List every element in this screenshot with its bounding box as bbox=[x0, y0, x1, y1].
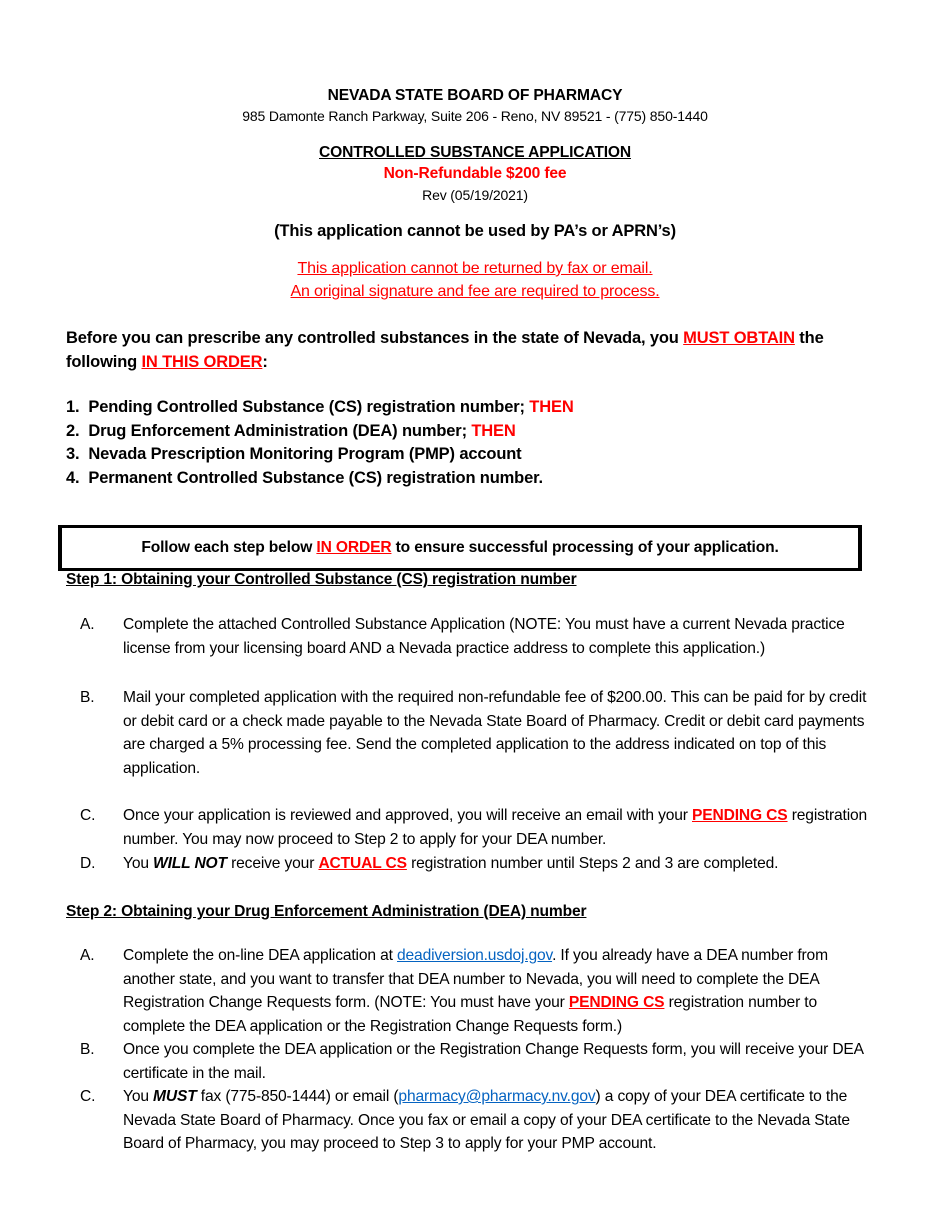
step1-item-c: C. Once your application is reviewed and approved, you will receive an email with your PENDING CS registration number. You may now proceed to Step 2 to apply for your DEA number. bbox=[80, 807, 868, 848]
org-name: NEVADA STATE BOARD OF PHARMACY bbox=[327, 87, 623, 104]
step1-item-d: D. You WILL NOT receive your ACTUAL CS registration number until Steps 2 and 3 are completed. bbox=[80, 855, 779, 872]
pharmacy-email-link[interactable]: pharmacy@pharmacy.nv.gov bbox=[398, 1088, 596, 1105]
step1-heading: Step 1: Obtaining your Controlled Substance (CS) registration number bbox=[66, 571, 577, 588]
fee-notice: Non-Refundable $200 fee bbox=[383, 165, 567, 182]
step1-item-b: B. Mail your completed application with the required non-refundable fee of $200.00. This can be paid for by credit or debit card or a check made payable to the Nevada State Board of Pharmacy. Credit or debit card payments are charged a 5% processing fee. Send the completed application to the address indicated on top of this application. bbox=[80, 689, 867, 777]
warning-line-1: This application cannot be returned by fax or email. bbox=[297, 260, 653, 277]
order-item: 1. Pending Controlled Substance (CS) registration number; THEN bbox=[66, 398, 574, 416]
order-list bbox=[66, 396, 866, 490]
step2-heading: Step 2: Obtaining your Drug Enforcement Administration (DEA) number bbox=[66, 903, 587, 920]
org-address: 985 Damonte Ranch Parkway, Suite 206 - Reno, NV 89521 - (775) 850-1440 bbox=[242, 108, 708, 124]
revision-date: Rev (05/19/2021) bbox=[422, 187, 528, 203]
form-title: CONTROLLED SUBSTANCE APPLICATION bbox=[319, 144, 631, 161]
order-item: 3. Nevada Prescription Monitoring Program (PMP) account bbox=[66, 445, 522, 463]
notice-box: Follow each step below IN ORDER to ensure successful processing of your application. bbox=[58, 525, 862, 571]
order-item: 4. Permanent Controlled Substance (CS) registration number. bbox=[66, 468, 543, 487]
order-item: 2. Drug Enforcement Administration (DEA) number; THEN bbox=[66, 421, 516, 440]
step2-item-a: A. Complete the on-line DEA application at deadiversion.usdoj.gov. If you already have a DEA number from another state, and you want to transfer that DEA number to Nevada, you will need to complete the DEA Registration Change Requests form. (NOTE: You must have your PENDING CS registration number to complete the DEA application or the Registration Change Requests form.) bbox=[80, 947, 828, 1035]
intro-paragraph: Before you can prescribe any controlled substances in the state of Nevada, you MUST OBTAIN the following IN THIS ORDER: bbox=[66, 329, 824, 371]
restriction-notice: (This application cannot be used by PA’s or APRN’s) bbox=[274, 222, 676, 240]
step2-item-c: C. You MUST fax (775-850-1444) or email (pharmacy@pharmacy.nv.gov) a copy of your DEA certificate to the Nevada State Board of Pharmacy. Once you fax or email a copy of your DEA certificate to the Nevada State Board of Pharmacy, you may proceed to Step 3 to apply for your PMP account. bbox=[80, 1088, 850, 1153]
warning-line-2: An original signature and fee are required to process. bbox=[290, 283, 660, 300]
step2-item-b: B. Once you complete the DEA application or the Registration Change Requests form, you will receive your DEA certificate in the mail. bbox=[80, 1041, 864, 1082]
step1-item-a: A. Complete the attached Controlled Substance Application (NOTE: You must have a current Nevada practice license from your licensing board AND a Nevada practice address to complete this application.) bbox=[80, 616, 845, 657]
dea-website-link[interactable]: deadiversion.usdoj.gov bbox=[397, 947, 553, 964]
